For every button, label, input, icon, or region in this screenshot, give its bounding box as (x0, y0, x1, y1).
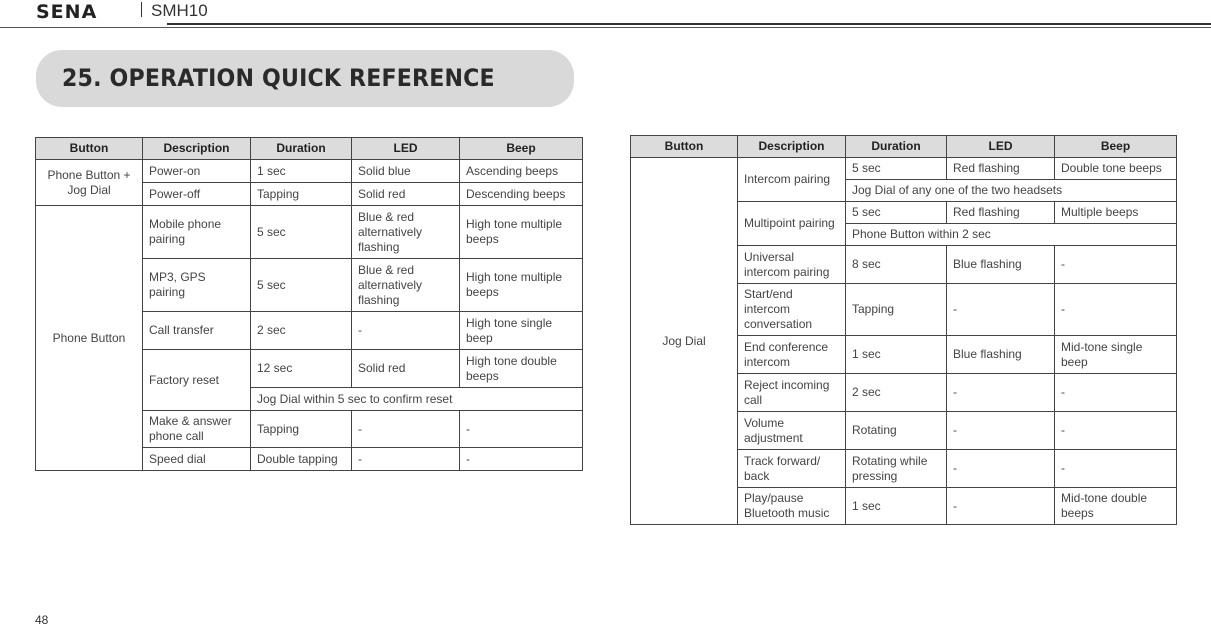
button-cell: Jog Dial (631, 158, 738, 525)
col-header-led: LED (947, 136, 1055, 158)
description-cell: Volume adjustment (738, 412, 846, 450)
led-cell: Solid red (352, 350, 460, 388)
header-rule-thin (0, 27, 1211, 28)
beep-cell: Mid-tone double beeps (1055, 488, 1177, 525)
duration-cell: 1 sec (846, 488, 947, 525)
table-header-row (631, 136, 1177, 158)
col-header-description: Description (738, 136, 846, 158)
description-cell: Track forward/ back (738, 450, 846, 488)
description-cell: Make & answer phone call (143, 411, 251, 448)
page-header (0, 0, 1211, 32)
beep-cell: - (460, 448, 583, 471)
duration-cell: 1 sec (251, 160, 352, 183)
beep-cell: - (1055, 450, 1177, 488)
led-cell: - (947, 412, 1055, 450)
col-header-button: Button (631, 136, 738, 158)
brand-logo: SENA (36, 1, 98, 23)
page-number: 48 (35, 613, 49, 627)
led-cell: Solid red (352, 183, 460, 206)
beep-cell: - (1055, 284, 1177, 336)
button-cell: Phone Button (36, 206, 143, 471)
col-header-button: Button (36, 138, 143, 160)
led-cell: Blue & red alternatively flashing (352, 259, 460, 312)
led-cell: Blue flashing (947, 246, 1055, 284)
left-reference-table (35, 137, 583, 471)
col-header-description: Description (143, 138, 251, 160)
header-rule-thick (167, 23, 1211, 25)
led-cell: - (947, 374, 1055, 412)
description-cell: Intercom pairing (738, 158, 846, 202)
led-cell: - (352, 448, 460, 471)
col-header-led: LED (352, 138, 460, 160)
table-row (36, 206, 583, 259)
beep-cell: - (1055, 374, 1177, 412)
duration-cell: 12 sec (251, 350, 352, 388)
duration-cell: Rotating while pressing (846, 450, 947, 488)
led-cell: Solid blue (352, 160, 460, 183)
led-cell: - (947, 284, 1055, 336)
duration-cell: 2 sec (251, 312, 352, 350)
beep-cell: Mid-tone single beep (1055, 336, 1177, 374)
description-cell: Factory reset (143, 350, 251, 411)
note-cell: Phone Button within 2 sec (846, 224, 1177, 246)
model-name: SMH10 (151, 1, 208, 20)
table-row (36, 160, 583, 183)
beep-cell: High tone multiple beeps (460, 259, 583, 312)
led-cell: Blue flashing (947, 336, 1055, 374)
beep-cell: High tone multiple beeps (460, 206, 583, 259)
description-cell: Reject incoming call (738, 374, 846, 412)
button-cell: Phone Button + Jog Dial (36, 160, 143, 206)
beep-cell: - (1055, 246, 1177, 284)
description-cell: Power-on (143, 160, 251, 183)
description-cell: Power-off (143, 183, 251, 206)
beep-cell: Multiple beeps (1055, 202, 1177, 224)
duration-cell: 5 sec (846, 202, 947, 224)
led-cell: Blue & red alternatively flashing (352, 206, 460, 259)
led-cell: Red flashing (947, 158, 1055, 180)
led-cell: - (947, 488, 1055, 525)
duration-cell: Tapping (846, 284, 947, 336)
beep-cell: Descending beeps (460, 183, 583, 206)
duration-cell: 5 sec (251, 206, 352, 259)
duration-cell: Tapping (251, 183, 352, 206)
right-reference-table (630, 135, 1177, 525)
table-header-row (36, 138, 583, 160)
duration-cell: 8 sec (846, 246, 947, 284)
beep-cell: High tone double beeps (460, 350, 583, 388)
duration-cell: 1 sec (846, 336, 947, 374)
duration-cell: Tapping (251, 411, 352, 448)
description-cell: Start/end intercom conversation (738, 284, 846, 336)
description-cell: Multipoint pairing (738, 202, 846, 246)
duration-cell: 5 sec (846, 158, 947, 180)
duration-cell: 5 sec (251, 259, 352, 312)
description-cell: Call transfer (143, 312, 251, 350)
col-header-duration: Duration (846, 136, 947, 158)
beep-cell: - (460, 411, 583, 448)
description-cell: MP3, GPS pairing (143, 259, 251, 312)
note-cell: Jog Dial of any one of the two headsets (846, 180, 1177, 202)
beep-cell: Double tone beeps (1055, 158, 1177, 180)
led-cell: - (947, 450, 1055, 488)
duration-cell: Rotating (846, 412, 947, 450)
col-header-beep: Beep (460, 138, 583, 160)
note-cell: Jog Dial within 5 sec to confirm reset (251, 388, 583, 411)
led-cell: - (352, 411, 460, 448)
col-header-beep: Beep (1055, 136, 1177, 158)
description-cell: Universal intercom pairing (738, 246, 846, 284)
beep-cell: High tone single beep (460, 312, 583, 350)
description-cell: End conference intercom (738, 336, 846, 374)
beep-cell: - (1055, 412, 1177, 450)
description-cell: Play/pause Bluetooth music (738, 488, 846, 525)
header-separator (141, 2, 142, 17)
table-row (631, 158, 1177, 180)
duration-cell: 2 sec (846, 374, 947, 412)
description-cell: Mobile phone pairing (143, 206, 251, 259)
section-title: 25. OPERATION QUICK REFERENCE (62, 64, 495, 92)
beep-cell: Ascending beeps (460, 160, 583, 183)
led-cell: Red flashing (947, 202, 1055, 224)
duration-cell: Double tapping (251, 448, 352, 471)
description-cell: Speed dial (143, 448, 251, 471)
led-cell: - (352, 312, 460, 350)
col-header-duration: Duration (251, 138, 352, 160)
